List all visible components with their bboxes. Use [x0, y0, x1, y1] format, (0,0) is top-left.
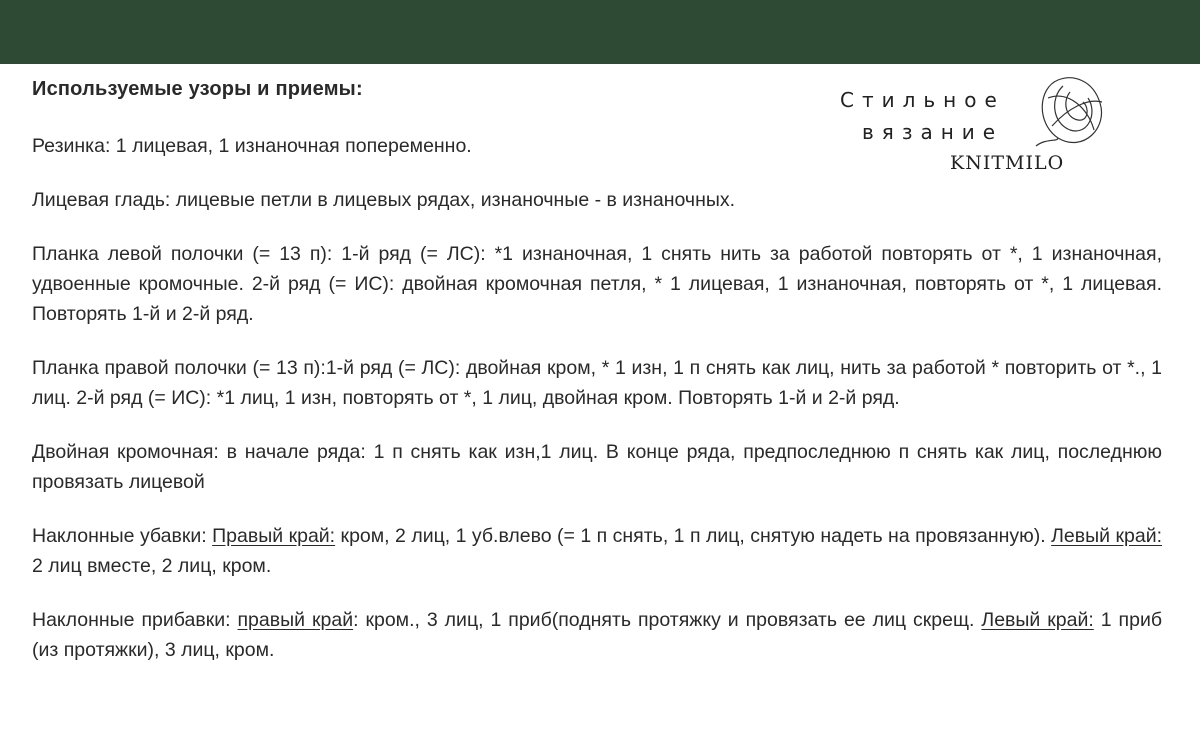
logo-line-1: Стильное	[840, 88, 1005, 112]
increases-left-edge-label: Левый край:	[981, 609, 1094, 631]
paragraph-left-band: Планка левой полочки (= 13 п): 1-й ряд (= ЛС): *1 изнаночная, 1 снять нить за работой повторять от *, 1 изнаночная, удвоенные кромочные. 2-й ряд (= ИС): двойная кромочная петля, * 1 лицевая, 1 изнаночная, повторять от *, 1 лицевая. Повторять 1-й и 2-й ряд.	[32, 243, 1162, 325]
paragraph-double-edge: Двойная кромочная: в начале ряда: 1 п снять как изн,1 лиц. В конце ряда, предпоследнюю п снять как лиц, последнюю провязать лицевой	[32, 441, 1162, 493]
decreases-left-edge-text: 2 лиц вместе, 2 лиц, кром.	[32, 555, 272, 577]
increases-right-edge-text: : кром., 3 лиц, 1 приб(поднять протяжку и провязать ее лиц скрещ.	[353, 609, 982, 631]
paragraph-rib: Резинка: 1 лицевая, 1 изнаночная попеременно.	[32, 135, 472, 157]
page-title: Используемые узоры и приемы:	[32, 78, 363, 100]
paragraph-right-band: Планка правой полочки (= 13 п):1-й ряд (= ЛС): двойная кром, * 1 изн, 1 п снять как лиц, нить за работой * повторить от *., 1 лиц. 2-й ряд (= ИС): *1 лиц, 1 изн, повторять от *, 1 лиц, двойная кром. Повторять 1-й и 2-й ряд.	[32, 357, 1162, 409]
logo-line-2: вязание	[862, 120, 1004, 144]
increases-label: Наклонные прибавки:	[32, 609, 238, 631]
document-body	[32, 78, 1162, 689]
logo-brand: KNITMILO	[950, 152, 1065, 174]
decreases-label: Наклонные убавки:	[32, 525, 213, 547]
paragraph-increases	[32, 605, 1162, 665]
paragraph-stockinette: Лицевая гладь: лицевые петли в лицевых рядах, изнаночные - в изнаночных.	[32, 189, 736, 211]
increases-right-edge-label: правый край	[237, 609, 354, 631]
paragraph-decreases	[32, 521, 1162, 581]
header-band	[0, 0, 1200, 64]
decreases-right-edge-text: кром, 2 лиц, 1 уб.влево (= 1 п снять, 1 п лиц, снятую надеть на провязанную).	[335, 525, 1052, 547]
increases-left-edge-text: 1 приб (из протяжки), 3 лиц, кром.	[32, 609, 1163, 661]
decreases-left-edge-label: Левый край:	[1051, 525, 1163, 547]
decreases-right-edge-label: Правый край:	[212, 525, 336, 547]
